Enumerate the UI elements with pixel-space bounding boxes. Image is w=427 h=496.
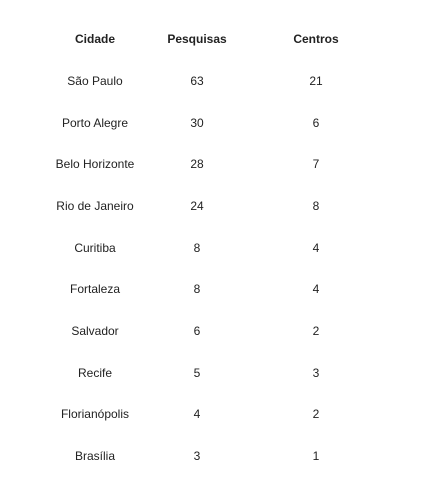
- pesquisas-cell: 8: [193, 282, 201, 297]
- header-row: [28, 18, 400, 60]
- cidade-cell: Salvador: [71, 323, 119, 338]
- centros-cell: 7: [312, 157, 320, 172]
- pesquisas-cell: 5: [193, 365, 201, 380]
- pesquisas-cell: 30: [190, 115, 204, 130]
- centros-cell: 2: [312, 407, 320, 422]
- cidade-cell: Curitiba: [74, 240, 116, 255]
- table-row: [28, 352, 400, 394]
- centros-cell: 1: [312, 449, 320, 464]
- table-row: [28, 60, 400, 102]
- centros-cell: 21: [309, 73, 323, 88]
- cidade-cell: Brasília: [74, 449, 115, 464]
- centros-cell: 4: [312, 240, 320, 255]
- table-row: [28, 227, 400, 269]
- table-row: [28, 435, 400, 477]
- header-centros: Centros: [293, 32, 339, 46]
- cidade-cell: Recife: [77, 365, 112, 380]
- cidade-cell: Rio de Janeiro: [56, 198, 134, 213]
- table-row: [28, 310, 400, 352]
- pesquisas-cell: 24: [190, 198, 204, 213]
- pesquisas-cell: 3: [193, 449, 201, 464]
- pesquisas-cell: 28: [190, 157, 204, 172]
- cidade-cell: Florianópolis: [60, 407, 130, 422]
- cidade-cell: Porto Alegre: [61, 115, 129, 130]
- centros-cell: 4: [312, 282, 320, 297]
- table-row: [28, 394, 400, 436]
- pesquisas-cell: 4: [193, 407, 201, 422]
- city-research-table: [28, 18, 400, 477]
- cidade-cell: Belo Horizonte: [55, 157, 135, 172]
- cidade-cell: Fortaleza: [69, 282, 121, 297]
- centros-cell: 3: [312, 365, 320, 380]
- table-row: [28, 143, 400, 185]
- header-pesquisas: Pesquisas: [167, 32, 227, 46]
- cidade-cell: São Paulo: [67, 73, 123, 88]
- table-row: [28, 185, 400, 227]
- centros-cell: 8: [312, 198, 320, 213]
- pesquisas-cell: 8: [193, 240, 201, 255]
- table-row: [28, 268, 400, 310]
- header-cidade: Cidade: [74, 32, 115, 46]
- centros-cell: 6: [312, 115, 320, 130]
- pesquisas-cell: 6: [193, 323, 201, 338]
- centros-cell: 2: [312, 323, 320, 338]
- table-row: [28, 102, 400, 144]
- pesquisas-cell: 63: [190, 73, 204, 88]
